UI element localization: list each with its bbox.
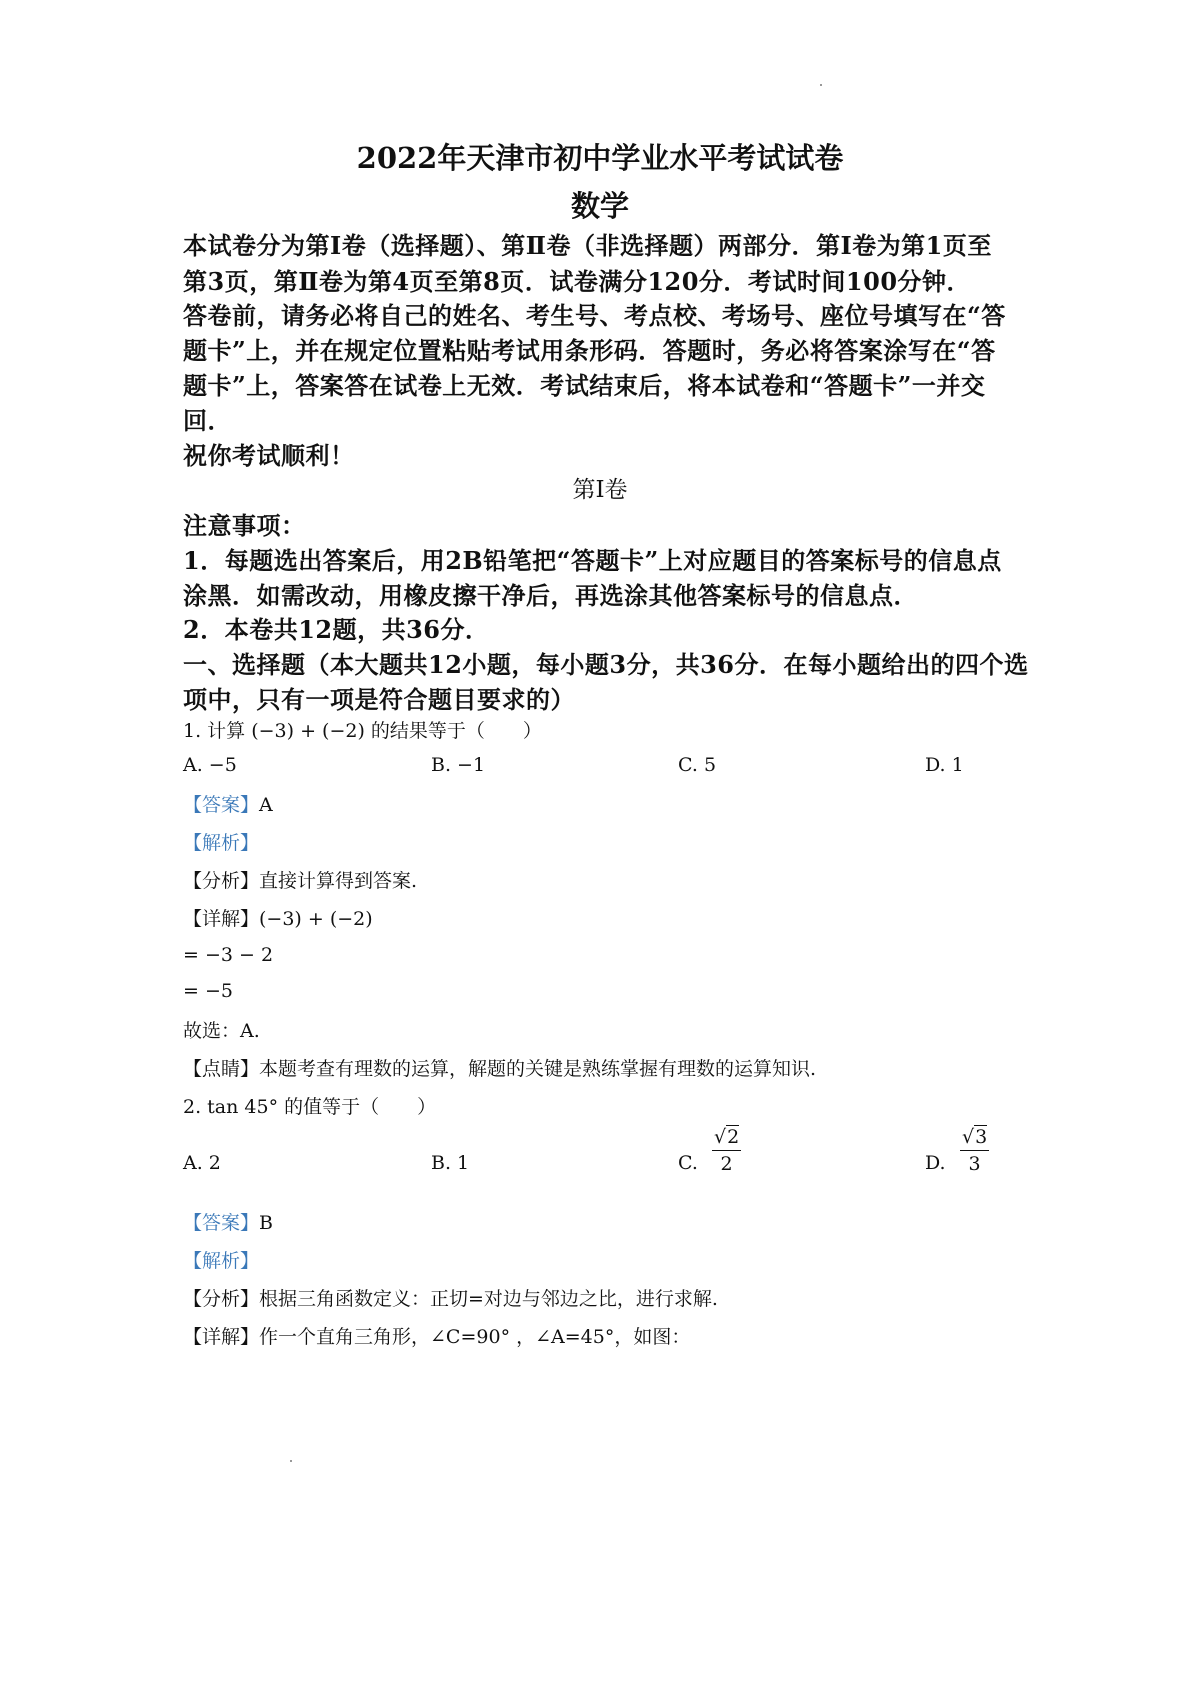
q1-option-a: A. −5	[183, 754, 237, 776]
intro-line: 第3页，第Ⅱ卷为第4页至第8页．试卷满分120分．考试时间100分钟．	[183, 267, 972, 296]
radical-sign: √	[714, 1126, 727, 1148]
section-heading: 项中，只有一项是符合题目要求的）	[183, 685, 575, 714]
q1-analysis-tag: 【解析】	[183, 832, 260, 854]
radicand: 3	[975, 1126, 988, 1148]
fenxi-text: 根据三角函数定义：正切=对边与邻边之比，进行求解.	[259, 1288, 718, 1310]
intro-line: 答卷前，请务必将自己的姓名、考生号、考点校、考场号、座位号填写在“答	[183, 301, 1006, 330]
q2-option-a: A. 2	[183, 1152, 221, 1174]
detail-text: (−3) + (−2)	[259, 908, 373, 930]
radicand: 2	[727, 1126, 740, 1148]
intro-line: 题卡”上，答案答在试卷上无效．考试结束后，将本试卷和“答题卡”一并交	[183, 371, 986, 400]
question-2-stem: 2. tan 45° 的值等于（ ）	[183, 1096, 437, 1118]
volume-title: 第Ⅰ卷	[572, 477, 628, 503]
intro-line: 题卡”上，并在规定位置粘贴考试用条形码．答题时，务必将答案涂写在“答	[183, 336, 996, 365]
fenxi-tag: 【分析】	[183, 870, 260, 892]
q2-option-b: B. 1	[431, 1152, 470, 1174]
q1-step: = −5	[183, 980, 233, 1002]
denominator: 2	[720, 1153, 733, 1175]
q2-detail	[183, 1322, 690, 1349]
q1-comment	[183, 1054, 816, 1081]
intro-line: 祝你考试顺利！	[183, 441, 355, 470]
q2-answer	[183, 1208, 273, 1235]
scan-speck	[290, 1460, 292, 1462]
q2-fenxi	[183, 1284, 718, 1311]
q1-step: 故选：A.	[183, 1020, 260, 1042]
notice-heading: 注意事项：	[183, 511, 306, 540]
q1-step: = −3 − 2	[183, 944, 274, 966]
q1-fenxi	[183, 866, 417, 893]
q1-option-d: D. 1	[925, 754, 964, 776]
notice-line: 1．每题选出答案后，用2B铅笔把“答题卡”上对应题目的答案标号的信息点	[183, 546, 1002, 575]
exam-title: 2022年天津市初中学业水平考试试卷	[356, 141, 844, 175]
fraction-bar	[712, 1150, 741, 1151]
intro-line: 回．	[183, 406, 232, 435]
q1-answer	[183, 790, 273, 817]
notice-line: 涂黑．如需改动，用橡皮擦干净后，再选涂其他答案标号的信息点．	[183, 581, 918, 610]
answer-tag: 【答案】	[183, 794, 260, 816]
notice-line: 2．本卷共12题，共36分．	[183, 615, 490, 644]
denominator: 3	[968, 1153, 981, 1175]
answer-tag: 【答案】	[183, 1212, 260, 1234]
q2-option-c-label: C.	[678, 1152, 698, 1174]
q1-option-c: C. 5	[678, 754, 717, 776]
question-1-stem: 1. 计算 (−3) + (−2) 的结果等于（ ）	[183, 720, 542, 742]
fraction-bar	[960, 1150, 989, 1151]
radical-sign: √	[962, 1126, 975, 1148]
detail-tag: 【详解】	[183, 1326, 260, 1348]
scan-speck	[820, 84, 822, 86]
answer-value: B	[259, 1212, 273, 1234]
q2-analysis-tag: 【解析】	[183, 1250, 260, 1272]
q2-option-d-label: D.	[925, 1152, 946, 1174]
answer-value: A	[259, 794, 273, 816]
q1-option-b: B. −1	[431, 754, 486, 776]
section-heading: 一、选择题（本大题共12小题，每小题3分，共36分．在每小题给出的四个选	[183, 650, 1029, 679]
fenxi-text: 直接计算得到答案.	[259, 870, 418, 892]
detail-text: 作一个直角三角形，∠C=90° ，∠A=45°，如图：	[259, 1326, 691, 1348]
q2-option-d-fraction	[960, 1126, 989, 1175]
comment-text: 本题考查有理数的运算，解题的关键是熟练掌握有理数的运算知识.	[259, 1058, 817, 1080]
subject-title: 数学	[570, 189, 629, 223]
fenxi-tag: 【分析】	[183, 1288, 260, 1310]
q1-detail	[183, 904, 373, 931]
detail-tag: 【详解】	[183, 908, 260, 930]
comment-tag: 【点睛】	[183, 1058, 260, 1080]
q2-option-c-fraction	[712, 1126, 741, 1175]
intro-line: 本试卷分为第Ⅰ卷（选择题）、第Ⅱ卷（非选择题）两部分．第Ⅰ卷为第1页至	[183, 231, 992, 260]
